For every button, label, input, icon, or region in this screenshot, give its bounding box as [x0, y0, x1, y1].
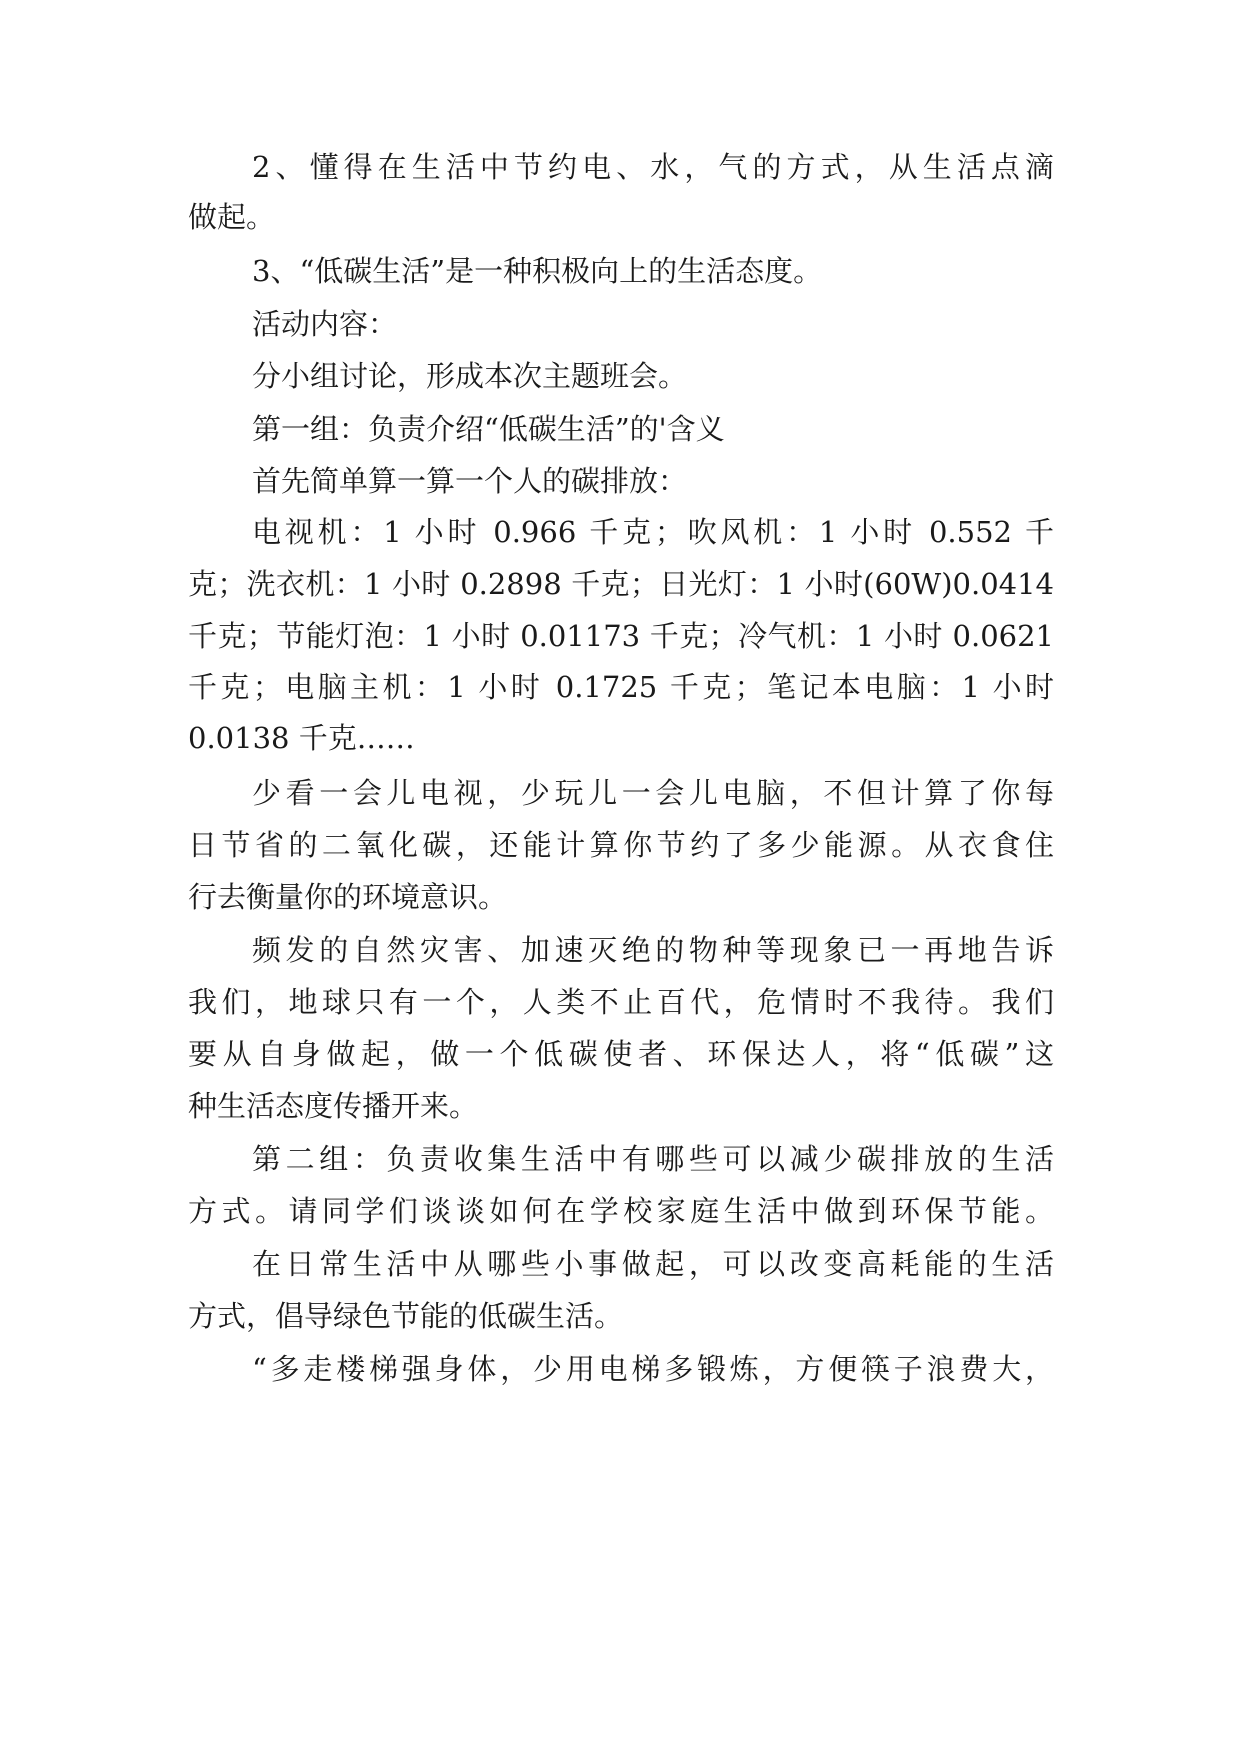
paragraph-line: 方式，倡导绿色节能的低碳生活。	[188, 1299, 624, 1333]
paragraph-line: 2、懂得在生活中节约电、水，气的方式，从生活点滴	[252, 150, 1054, 184]
paragraph-line: 第一组：负责介绍“低碳生活”的'含义	[252, 412, 725, 446]
paragraph-line: 电视机：1 小时 0.966 千克；吹风机：1 小时 0.552 千	[252, 515, 1054, 549]
paragraph-line: 第二组：负责收集生活中有哪些可以减少碳排放的生活	[252, 1142, 1054, 1176]
paragraph-line: 频发的自然灾害、加速灭绝的物种等现象已一再地告诉	[252, 933, 1054, 967]
paragraph-line: 少看一会儿电视，少玩儿一会儿电脑，不但计算了你每	[252, 776, 1054, 810]
paragraph-line: 方式。请同学们谈谈如何在学校家庭生活中做到环保节能。	[188, 1194, 1054, 1228]
paragraph-line: 千克；节能灯泡：1 小时 0.01173 千克；冷气机：1 小时 0.0621	[188, 619, 1054, 653]
paragraph-line: “多走楼梯强身体，少用电梯多锻炼，方便筷子浪费大，	[252, 1352, 1054, 1386]
paragraph-line: 要从自身做起，做一个低碳使者、环保达人，将“低碳”这	[188, 1037, 1054, 1071]
paragraph-line: 首先简单算一算一个人的碳排放：	[252, 464, 688, 498]
section-heading: 活动内容：	[252, 307, 398, 341]
paragraph-line: 分小组讨论，形成本次主题班会。	[252, 359, 688, 393]
paragraph-line: 日节省的二氧化碳，还能计算你节约了多少能源。从衣食住	[188, 828, 1054, 862]
paragraph-line: 做起。	[188, 200, 276, 234]
paragraph-line: 0.0138 千克……	[188, 721, 415, 755]
paragraph-line: 在日常生活中从哪些小事做起，可以改变高耗能的生活	[252, 1247, 1054, 1281]
paragraph-line: 克；洗衣机：1 小时 0.2898 千克；日光灯：1 小时(60W)0.0414	[188, 567, 1054, 601]
paragraph-line: 我们，地球只有一个，人类不止百代，危情时不我待。我们	[188, 985, 1054, 1019]
paragraph-line: 种生活态度传播开来。	[188, 1089, 479, 1123]
paragraph-line: 3、“低碳生活”是一种积极向上的生活态度。	[252, 254, 823, 288]
paragraph-line: 行去衡量你的环境意识。	[188, 880, 508, 914]
paragraph-line: 千克；电脑主机：1 小时 0.1725 千克；笔记本电脑：1 小时	[188, 670, 1054, 704]
